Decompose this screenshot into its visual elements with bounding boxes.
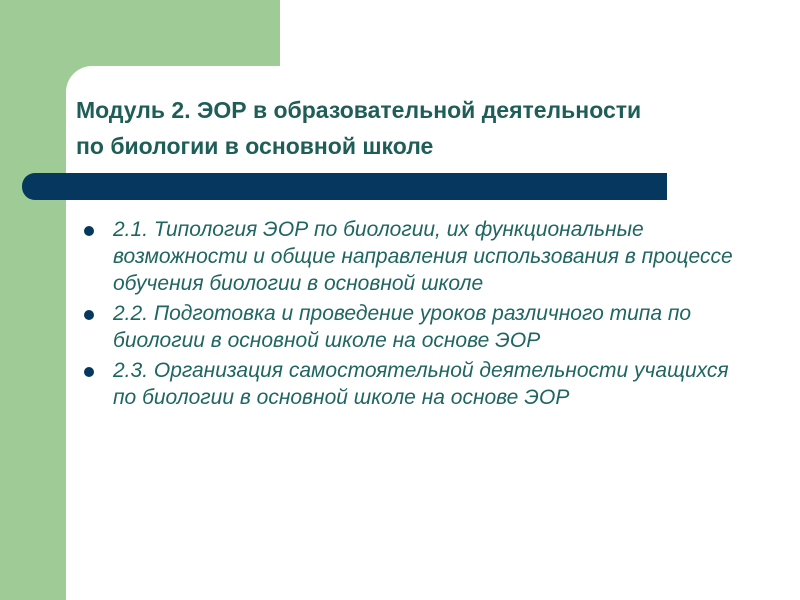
bullet-dot-icon — [84, 226, 94, 236]
title-divider-bar — [22, 173, 667, 200]
bullet-dot-icon — [84, 310, 94, 320]
topic-2-1-text: 2.1. Типология ЭОР по биологии, их функциональные возможности и общие направления использования в процессе обучения биологии в основной школе — [113, 218, 733, 295]
list-item-topic-2-1 — [84, 216, 754, 297]
list-item-topic-2-2 — [84, 300, 754, 354]
topic-2-2-text: 2.2. Подготовка и проведение уроков различного типа по биологии в основной школе на основе ЭОР — [113, 302, 692, 352]
bullet-dot-icon — [84, 367, 94, 377]
slide-title-line-1: Модуль 2. ЭОР в образовательной деятельности — [76, 97, 642, 123]
slide-title — [76, 92, 756, 164]
slide-title-line-2: по биологии в основной школе — [76, 133, 434, 159]
list-item-topic-2-3 — [84, 357, 754, 411]
topic-2-3-text: 2.3. Организация самостоятельной деятельности учащихся по биологии в основной школе на основе ЭОР — [113, 359, 729, 409]
module-topic-list — [84, 216, 754, 414]
